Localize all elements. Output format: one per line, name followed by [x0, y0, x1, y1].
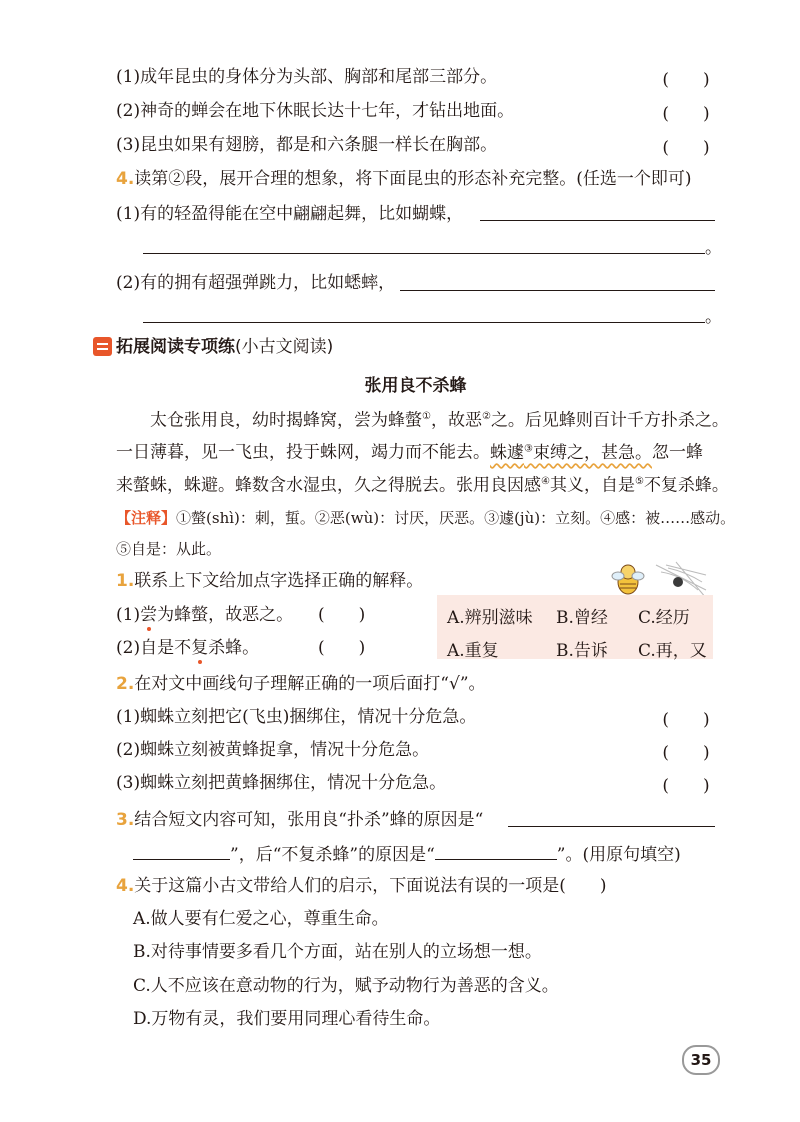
- answer-paren-1[interactable]: ( ): [662, 70, 710, 90]
- passage-line-2: 一日薄暮，见一飞虫，投于蛛网，竭力而不能去。蛛遽③束缚之，甚急。忽一蜂: [116, 442, 703, 463]
- option-1a[interactable]: A.辨别滋味: [447, 608, 533, 628]
- annotation-tag: 【注释】: [116, 509, 177, 527]
- question-4-top: 4.读第②段，展开合理的想象，将下面昆虫的形态补充完整。(任选一个即可): [116, 169, 692, 189]
- question-number: 4.: [116, 169, 135, 189]
- underlined-sentence: 蛛遽③束缚之，甚急。: [490, 442, 652, 463]
- q4-option-d[interactable]: D.万物有灵，我们要用同理心看待生命。: [133, 1009, 441, 1029]
- question-2: 2.在对文中画线句子理解正确的一项后面打“√”。: [116, 674, 486, 694]
- option-2b[interactable]: B.告诉: [556, 641, 608, 661]
- option-2a[interactable]: A.重复: [447, 641, 499, 661]
- annotation-line-2: ⑤自是：从此。: [116, 540, 222, 558]
- question-1: 1.联系上下文给加点字选择正确的解释。: [116, 571, 424, 591]
- passage-line-3: 来螫蛛，蛛避。蜂数含水湿虫，久之得脱去。张用良因感④其义，自是⑤不复杀蜂。: [116, 475, 729, 496]
- page-number: 35: [682, 1045, 720, 1075]
- passage-line-1: 太仓张用良，幼时揭蜂窝，尝为蜂螫①，故恶②之。后见蜂则百计千方扑杀之。: [150, 410, 729, 431]
- answer-paren-2[interactable]: ( ): [662, 104, 710, 124]
- q4-option-b[interactable]: B.对待事情要多看几个方面，站在别人的立场想一想。: [133, 942, 542, 962]
- judge-item-2: (2)神奇的蝉会在地下休眠长达十七年，才钻出地面。: [116, 101, 515, 121]
- question-3: 3.结合短文内容可知，张用良“扑杀”蜂的原因是“: [116, 810, 484, 830]
- q1-answer-paren-2[interactable]: ( ): [318, 638, 366, 658]
- option-1c[interactable]: C.经历: [638, 608, 690, 628]
- q1-item-2: (2)自是不复杀蜂。: [116, 638, 260, 658]
- q2-item-3: (3)蜘蛛立刻把黄蜂捆绑住，情况十分危急。: [116, 773, 447, 793]
- section-two-icon: [93, 337, 112, 356]
- answer-line[interactable]: [143, 253, 705, 254]
- answer-line[interactable]: [143, 322, 705, 323]
- q4-option-a[interactable]: A.做人要有仁爱之心，尊重生命。: [133, 909, 389, 929]
- q1-answer-paren-1[interactable]: ( ): [318, 605, 366, 625]
- period: 。: [705, 238, 722, 258]
- annotation-line-1: 【注释】①螫(shì)：刺，蜇。②恶(wù)：讨厌，厌恶。③遽(jù)：立刻。④感：被……感动。: [116, 509, 736, 527]
- answer-line[interactable]: [508, 826, 715, 827]
- question-4: 4.关于这篇小古文带给人们的启示，下面说法有误的一项是( ): [116, 876, 607, 896]
- q1-item-1: (1)尝为蜂螫，故恶之。: [116, 605, 294, 625]
- passage-title: 张用良不杀蜂: [364, 376, 467, 396]
- answer-line[interactable]: [480, 220, 715, 221]
- judge-item-3: (3)昆虫如果有翅膀，都是和六条腿一样长在胸部。: [116, 135, 498, 155]
- option-2c[interactable]: C.再，又: [638, 641, 707, 661]
- fill-item-cricket: (2)有的拥有超强弹跳力，比如蟋蟀，: [116, 273, 396, 293]
- q2-paren-1[interactable]: ( ): [662, 710, 710, 730]
- period: 。: [705, 307, 722, 327]
- judge-item-1: (1)成年昆虫的身体分为头部、胸部和尾部三部分。: [116, 67, 498, 87]
- section-title: 拓展阅读专项练(小古文阅读): [116, 337, 334, 357]
- answer-paren-3[interactable]: ( ): [662, 138, 710, 158]
- bee-spider-illustration-icon: [606, 560, 708, 600]
- q2-item-1: (1)蜘蛛立刻把它(飞虫)捆绑住，情况十分危急。: [116, 707, 477, 727]
- q2-paren-2[interactable]: ( ): [662, 743, 710, 763]
- option-1b[interactable]: B.曾经: [556, 608, 608, 628]
- answer-line[interactable]: [435, 841, 557, 860]
- fill-item-butterfly: (1)有的轻盈得能在空中翩翩起舞，比如蝴蝶，: [116, 204, 464, 224]
- q2-paren-3[interactable]: ( ): [662, 776, 710, 796]
- q4-option-c[interactable]: C.人不应该在意动物的行为，赋予动物行为善恶的含义。: [133, 976, 559, 996]
- q2-item-2: (2)蜘蛛立刻被黄蜂捉拿，情况十分危急。: [116, 740, 430, 760]
- answer-line[interactable]: [400, 290, 715, 291]
- answer-line[interactable]: [133, 841, 230, 860]
- question-3-cont: ”，后“不复杀蜂”的原因是“ ”。(用原句填空): [133, 841, 715, 867]
